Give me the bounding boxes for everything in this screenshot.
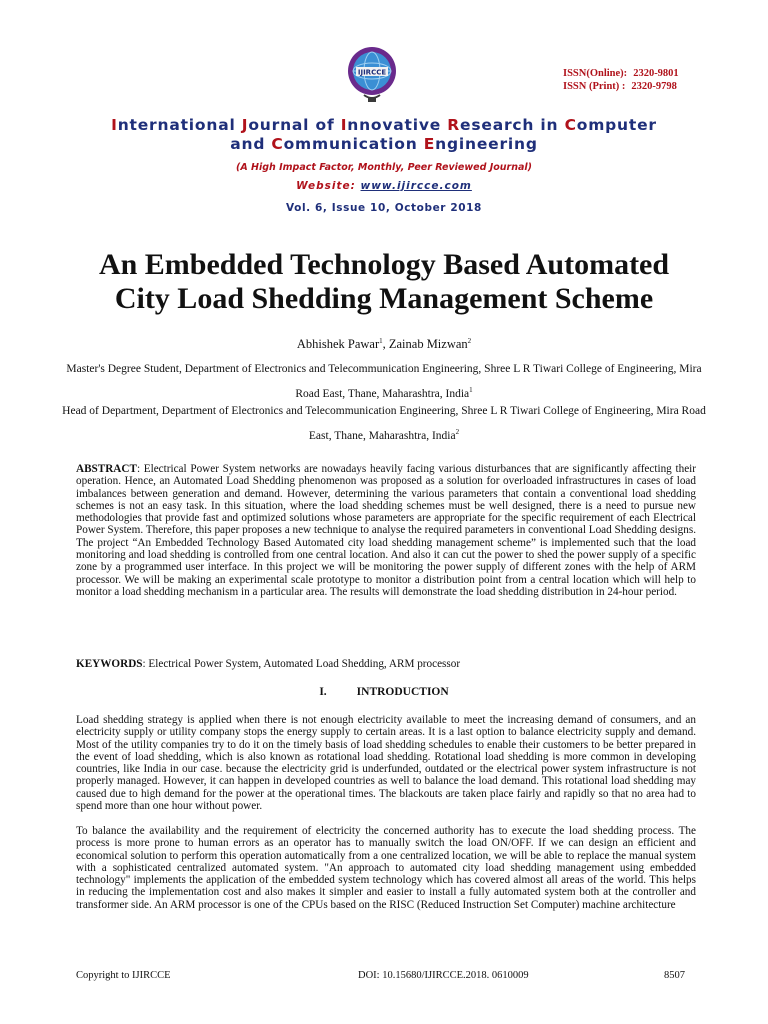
affiliation-1: Master's Degree Student, Department of Electronics and Telecommunication Engineering, Shree L R Tiwari College of Engineering, Mira Road East, Thane, Maharashtra, India$^1$ [66,363,702,400]
journal-title-line2: and Communication Engineering [230,135,538,153]
issn-block [563,68,679,93]
globe-logo-icon [342,43,402,105]
footer-doi: DOI: 10.15680/IJIRCCE.2018. 0610009 [358,970,529,981]
logo-text: IJIRCCE [357,68,387,77]
keywords: KEYWORDS: Electrical Power System, Automated Load Shedding, ARM processor [76,658,461,670]
journal-title-line1: International Journal of Innovative Research in Computer [111,116,657,134]
issn-online: ISSN(Online): 2320-9801 [563,68,679,79]
intro-paragraph-2: To balance the availability and the requirement of electricity the concerned authority has to execute the load shedding process. The process is more prone to human errors as an operator has to manually switch the load ON/OFF. If we can design an efficient and economical solution to perform this operation automatically from a one centralized location, we will be able to replace the manual system with a sophisticated centralized automated system. "An approach to automated city load shedding management using embedded technology" implements the application of the embedded system technology which has covered almost all areas of the world. This helps in reducing the implementation cost and also makes it simpler and easier to install a fully automated system both at the controller and transformer side. An ARM processor is one of the CPUs based on the RISC (Reduced Instruction Set Computer) machine architecture [76,825,696,911]
journal-website: Website: www.ijircce.com [296,180,472,192]
footer-copyright: Copyright to IJIRCCE [76,970,171,981]
issn-print: ISSN (Print) : 2320-9798 [563,80,677,92]
paper-title: An Embedded Technology Based Automated City Load Shedding Management Scheme [98,248,670,315]
journal-subtitle: (A High Impact Factor, Monthly, Peer Reviewed Journal) [236,162,532,173]
journal-volume: Vol. 6, Issue 10, October 2018 [286,202,482,214]
affiliation-2: Head of Department, Department of Electronics and Telecommunication Engineering, Shree L R Tiwari College of Engineering, Mira Road East, Thane, Maharashtra, India$^2$ [62,405,706,442]
intro-paragraph-1: Load shedding strategy is applied when there is not enough electricity available to meet the increasing demand of consumers, and an electricity supply or utility company stops the energy supply to certain areas. It is a last option to balance electricity supply and demand. Most of the utility companies try to do it on the timely basis of load shedding schedules to enable their customers to be better prepared in the event of load shedding, which is also known as rotational load shedding. Rotational load shedding is more common in developing countries, like India in our case. because the electricity grid is underfunded, outdated or the electrical power system infrastructure is not properly managed. However, it can happen in developed countries as well to balance the load demand. This rotational load shedding may caused due to high demand for the power at the operational times. The blackouts are taken place fairly and rapidly so that no area had to spend more than one hour without power. [76,714,696,813]
footer-page-number: 8507 [664,970,685,981]
abstract: ABSTRACT: Electrical Power System networks are nowadays heavily facing various disturbances that are significantly affecting their operation. Hence, an Automated Load Shedding phenomenon was proposed as a solution for overloaded infrastructures in cases of load imbalances between generation and demand. However, determining the various parameters that contain a conventional load shedding schemes is not an easy task. In this situation, where the load shedding schemes must be well designed, there is a need to pursue new methodologies that provide fast and optimized solutions whose parameters are appropriate for the specific requirement of each Electrical Power System. Therefore, this paper proposes a new technique to analyse the required parameters in conventional Load Shedding designs. The project “An Embedded Technology Based Automated city load shedding management scheme” is implemented such that the load monitoring and load shedding is controlled from one central location. And also it can cut the power to shed the power supply of a specific zone by a programmed user interface. In this project we will be monitoring the power supply of different zones with the help of ARM processor. We will be making an experimental scale prototype to monitor a distribution point from a central location which will help to monitor a load shedding mechanism in a particular area. The results will demonstrate the load shedding distribution in 24-hour period. [76,463,696,598]
authors: Abhishek Pawar$^1$, Zainab Mizwan$^2$ [296,337,472,352]
section-heading: I. INTRODUCTION [319,686,449,698]
website-link[interactable]: www.ijircce.com [360,180,472,192]
